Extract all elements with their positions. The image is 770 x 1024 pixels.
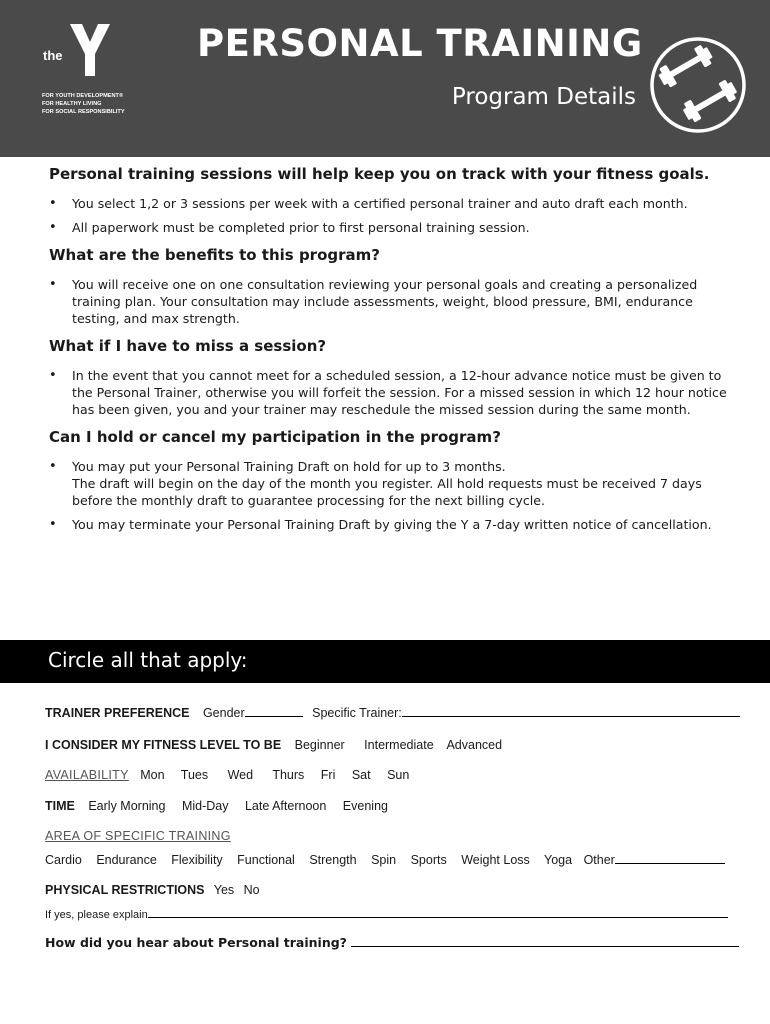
list-item: • All paperwork must be completed prior to first personal training session.	[49, 219, 729, 236]
availability-row	[45, 768, 422, 782]
dumbbells-icon	[648, 35, 748, 135]
explain-label: If yes, please explain	[45, 909, 148, 921]
explain-row	[45, 907, 728, 921]
area-label: AREA OF SPECIFIC TRAINING	[45, 829, 231, 843]
other-field[interactable]	[615, 853, 725, 864]
ymca-y-icon	[70, 24, 110, 76]
trainer-preference-label: TRAINER PREFERENCE	[45, 706, 190, 720]
trainer-preference-row	[45, 706, 740, 720]
fitness-level-label: I CONSIDER MY FITNESS LEVEL TO BE	[45, 738, 282, 752]
benefits-bullets	[49, 276, 729, 327]
availability-label: AVAILABILITY	[45, 768, 129, 782]
intro-heading: Personal training sessions will help keep you on track with your fitness goals.	[49, 165, 710, 183]
page-title: PERSONAL TRAINING	[197, 22, 643, 65]
time-label: TIME	[45, 799, 75, 813]
option-endurance[interactable]: Endurance	[96, 853, 157, 867]
list-item: • You may put your Personal Training Draft on hold for up to 3 months. The draft will begin on the day of the month you register. All hold requests must be received 7 days before the monthly draft to guarantee processing for the next billing cycle.	[49, 458, 729, 509]
logo-the: the	[43, 48, 63, 63]
option-no[interactable]: No	[243, 883, 260, 897]
miss-heading: What if I have to miss a session?	[49, 337, 327, 355]
option-mid-day[interactable]: Mid-Day	[181, 799, 229, 813]
hold-heading: Can I hold or cancel my participation in the program?	[49, 428, 501, 446]
option-spin[interactable]: Spin	[371, 853, 397, 867]
program-details	[49, 165, 729, 540]
option-wed[interactable]: Wed	[227, 768, 254, 782]
fitness-level-row	[45, 738, 515, 752]
option-fri[interactable]: Fri	[320, 768, 336, 782]
area-row	[45, 829, 241, 843]
training-options-row	[45, 853, 725, 867]
option-cardio[interactable]: Cardio	[45, 853, 82, 867]
hear-label: How did you hear about Personal training?	[45, 935, 347, 950]
benefits-heading: What are the benefits to this program?	[49, 246, 380, 264]
option-strength[interactable]: Strength	[309, 853, 357, 867]
option-evening[interactable]: Evening	[342, 799, 388, 813]
band-title: Circle all that apply:	[48, 648, 248, 672]
option-weight-loss[interactable]: Weight Loss	[461, 853, 530, 867]
option-late-afternoon[interactable]: Late Afternoon	[244, 799, 327, 813]
physical-restrictions-row	[45, 883, 273, 897]
option-other[interactable]: Other	[583, 853, 615, 867]
option-yes[interactable]: Yes	[213, 883, 235, 897]
option-yoga[interactable]: Yoga	[544, 853, 573, 867]
list-item: • You select 1,2 or 3 sessions per week with a certified personal trainer and auto draft each month.	[49, 195, 729, 212]
option-tues[interactable]: Tues	[180, 768, 209, 782]
specific-trainer-field[interactable]	[402, 706, 740, 717]
list-item: • You may terminate your Personal Training Draft by giving the Y a 7-day written notice of cancellation.	[49, 516, 729, 533]
option-sat[interactable]: Sat	[351, 768, 371, 782]
intro-bullets	[49, 195, 729, 236]
option-sports[interactable]: Sports	[410, 853, 447, 867]
list-item: • You will receive one on one consultation reviewing your personal goals and creating a personalized training plan. Your consultation may include assessments, weight, blood pressure, BMI, endurance testing, and max strength.	[49, 276, 729, 327]
option-mon[interactable]: Mon	[140, 768, 165, 782]
option-thurs[interactable]: Thurs	[272, 768, 305, 782]
option-sun[interactable]: Sun	[387, 768, 410, 782]
physical-restrictions-label: PHYSICAL RESTRICTIONS	[45, 883, 205, 897]
logo-taglines: FOR YOUTH DEVELOPMENT® FOR HEALTHY LIVING FOR SOCIAL RESPONSIBILITY	[42, 93, 125, 115]
miss-bullets	[49, 367, 729, 418]
hear-row	[45, 935, 739, 950]
header-banner	[0, 0, 770, 157]
option-functional[interactable]: Functional	[237, 853, 295, 867]
list-item: • In the event that you cannot meet for a scheduled session, a 12-hour advance notice must be given to the Personal Trainer, otherwise you will forfeit the session. For a missed session in which 12 hour notice has been given, you and your trainer may reschedule the missed session during the same month.	[49, 367, 729, 418]
specific-trainer-label: Specific Trainer:	[312, 706, 402, 720]
option-flexibility[interactable]: Flexibility	[171, 853, 223, 867]
option-intermediate[interactable]: Intermediate	[364, 738, 434, 752]
section-band	[0, 640, 770, 683]
option-advanced[interactable]: Advanced	[446, 738, 503, 752]
time-row	[45, 799, 401, 813]
option-beginner[interactable]: Beginner	[294, 738, 345, 752]
gender-label: Gender	[202, 706, 245, 720]
hold-bullets	[49, 458, 729, 533]
explain-field[interactable]	[148, 907, 728, 918]
hear-field[interactable]	[351, 936, 739, 947]
gender-field[interactable]	[245, 706, 303, 717]
page-subtitle: Program Details	[451, 84, 636, 110]
option-early-morning[interactable]: Early Morning	[88, 799, 166, 813]
